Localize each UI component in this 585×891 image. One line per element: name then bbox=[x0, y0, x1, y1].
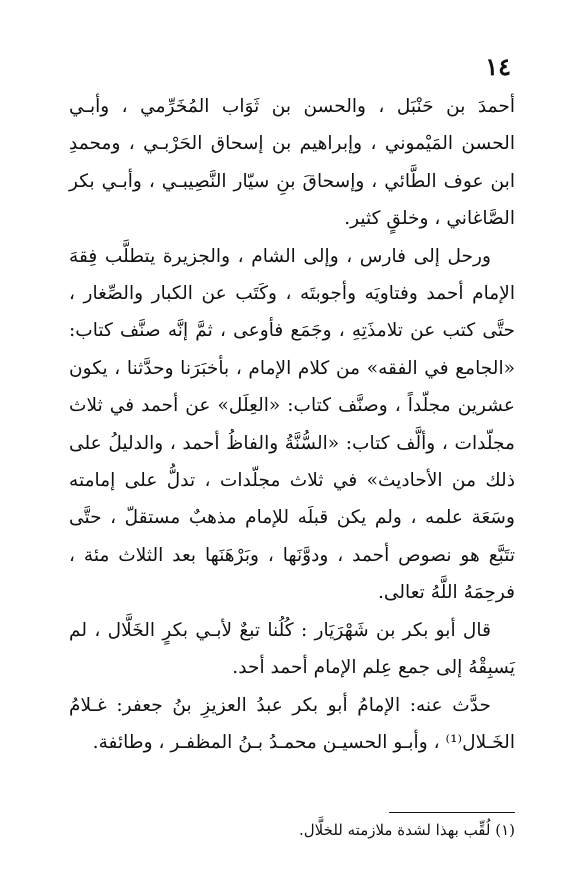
footnote-separator bbox=[389, 812, 515, 813]
page-number: ١٤ bbox=[485, 52, 511, 81]
paragraph-4: حدَّث عنه: الإمامُ أبو بكر عبدُ العزيزِ بنُ جعفر: غـلامُ الخَـلال⁽¹⁾ ، وأبـو الحسيـن محمـدُ بـنُ المظفـر ، وطائفة. bbox=[69, 694, 515, 753]
footnote: (١) لُقِّب بهذا لشدة ملازمته للخلَّال. bbox=[299, 821, 515, 839]
main-text bbox=[69, 88, 515, 761]
paragraph-1: أحمدَ بن حَنْبَل ، والحسن بن ثَوَاب المُخَرِّمي ، وأبـي الحسن المَيْموني ، وإبراهيم بن إسحاق الحَرْبـي ، ومحمدِ ابن عوف الطَّائي ، وإسحاقَ بنِ سيّار النَّصِيبـي ، وأبـي بكر الصَّاغاني ، وخلقٍ كثير. bbox=[69, 96, 515, 230]
paragraph-2: ورحل إلى فارس ، وإلى الشام ، والجزيرة يتطلَّب فِقهَ الإمام أحمد وفتاويَه وأجوبتَه ، وكَتَب عن الكبار والصِّغار ، حتَّى كتب عن تلامذَتِهِ ، وجَمَع فأوعى ، ثمَّ إنَّه صنَّف كتاب: «الجامع في الفقه» من كلام الإمام ، بأخبَرَنا وحدَّثنا ، يكون عشرين مجلّداً ، وصنَّف كتاب: «العِلَل» عن أحمد في ثلاث مجلّدات ، وألَّف كتاب: «السُّنَّةُ والفاظُ أحمد ، والدليلُ على ذلك من الأحاديث» في ثلاث مجلّدات ، تدلُّ على إمامته وسَعَة علمه ، ولم يكن قبلَه للإمام مذهبٌ مستقلّ ، حتَّى تتَبَّع هو نصوص أحمد ، ودوَّنَها ، وبَرْهَنَها بعد الثلاث مئة ، فرحِمَهُ اللَّهُ تعالى. bbox=[69, 245, 515, 604]
paragraph-3: قال أبو بكر بن شَهْرَيَار : كُلُنا تبعٌ لأبـي بكرٍ الخَلَّال ، لم يَسبِقْهُ إلى جمع عِلم الإمام أحمد أحد. bbox=[69, 619, 515, 679]
